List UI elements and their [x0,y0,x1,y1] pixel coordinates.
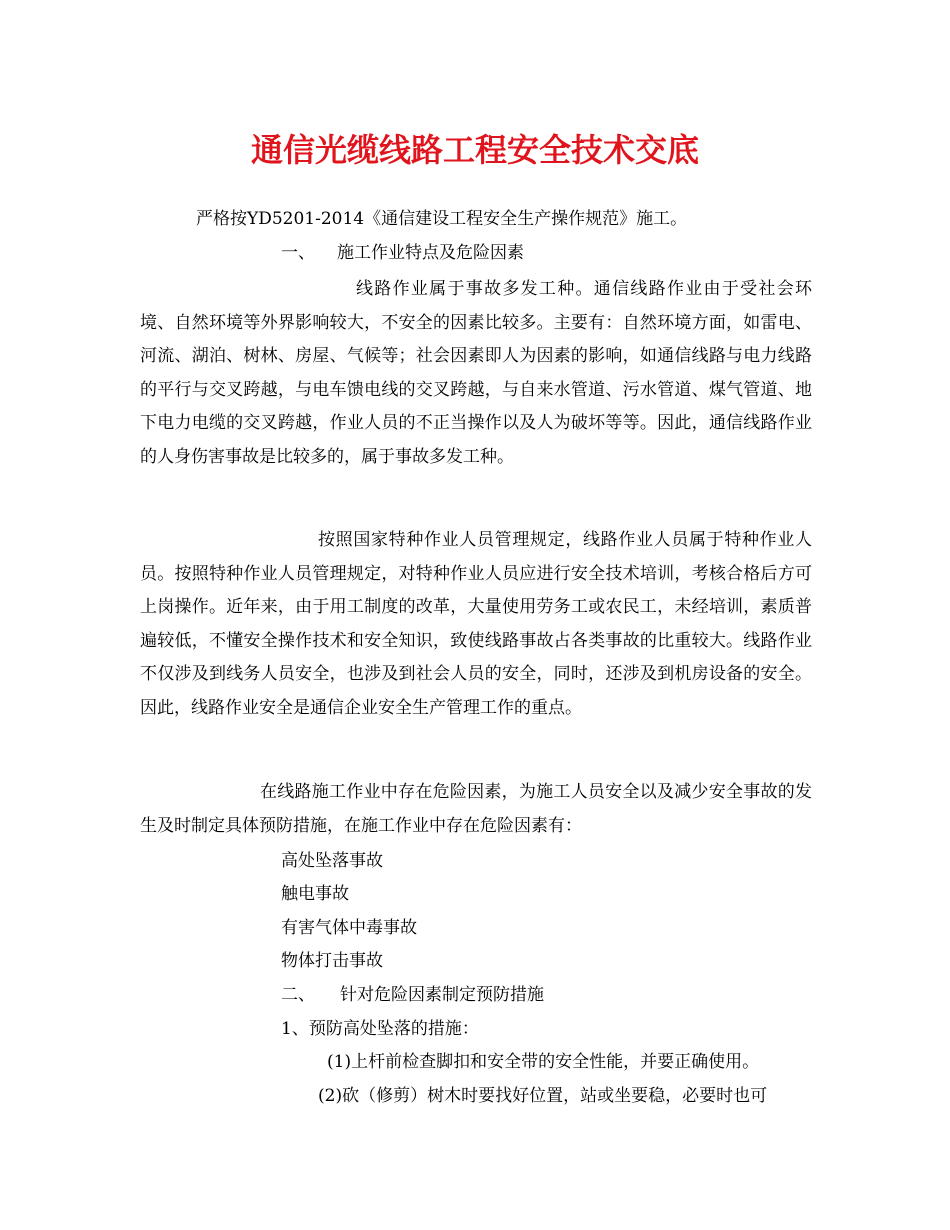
intro-line: 严格按YD5201-2014《通信建设工程安全生产操作规范》施工。 [196,209,688,229]
hazard-item: 有害气体中毒事故 [281,918,417,938]
section-2-heading: 针对危险因素制定预防措施 [340,985,544,1005]
section-1-heading: 施工作业特点及危险因素 [337,243,524,263]
hazard-item: 触电事故 [281,884,349,904]
paragraph-1: 线路作业属于事故多发工种。通信线路作业由于受社会环境、自然环境等外界影响较大，不安全的因素比较多。主要有：自然环境方面，如雷电、河流、湖泊、树林、房屋、气候等；社会因素即人为因素的影响，如通信线路与电力线路的平行与交叉跨越，与电车馈电线的交叉跨越，与自来水管道、污水管道、煤气管道、地下电力电缆的交叉跨越，作业人员的不正当操作以及人为破坏等等。因此，通信线路作业的人身伤害事故是比较多的，属于事故多发工种。 [140,279,812,467]
document-title: 通信光缆线路工程安全技术交底 [250,131,699,169]
measure-item: (2)砍（修剪）树木时要找好位置，站或坐要稳，必要时也可 [318,1086,768,1106]
paragraph-3: 在线路施工作业中存在危险因素，为施工人员安全以及减少安全事故的发生及时制定具体预防措施，在施工作业中存在危险因素有： [140,782,812,836]
measure-item: (1)上杆前检查脚扣和安全带的安全性能，并要正确使用。 [327,1052,760,1072]
subsection-heading: 1、预防高处坠落的措施： [281,1019,479,1039]
hazard-item: 高处坠落事故 [281,851,383,871]
hazard-item: 物体打击事故 [281,951,383,971]
section-1-number: 一、 [281,243,315,263]
section-2-number: 二、 [281,985,315,1005]
paragraph-2: 按照国家特种作业人员管理规定，线路作业人员属于特种作业人员。按照特种作业人员管理规定，对特种作业人员应进行安全技术培训，考核合格后方可上岗操作。近年来，由于用工制度的改革，大量使用劳务工或农民工，未经培训，素质普遍较低，不懂安全操作技术和安全知识，致使线路事故占各类事故的比重较大。线路作业不仅涉及到线务人员安全，也涉及到社会人员的安全，同时，还涉及到机房设备的安全。因此，线路作业安全是通信企业安全生产管理工作的重点。 [140,530,812,718]
